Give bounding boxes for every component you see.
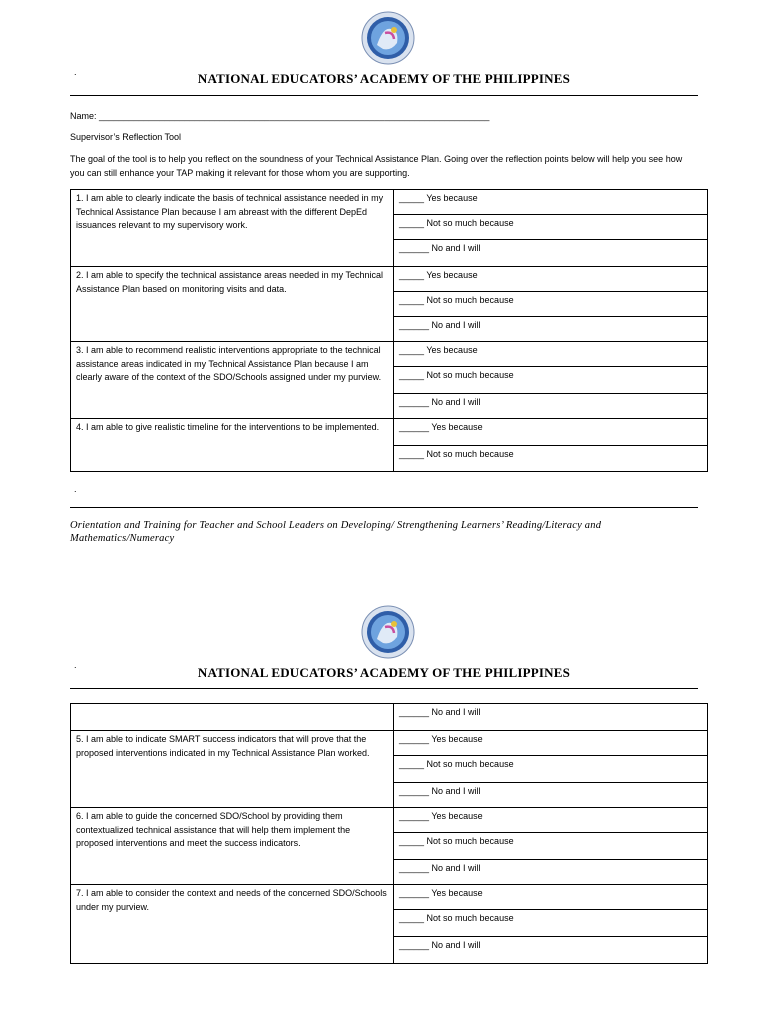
reflection-statement-continued [71, 704, 394, 731]
academy-title: NATIONAL EDUCATORS’ ACADEMY OF THE PHILIPPINES [197, 665, 571, 680]
table-row [71, 342, 708, 367]
footer-program-title: Orientation and Training for Teacher and School Leaders on Developing/ Strengthening Learners’ Reading/Literacy and Mathematics/Numeracy [70, 520, 602, 544]
option-no[interactable]: ______ No and I will [394, 394, 708, 419]
table-row [71, 267, 708, 292]
page-marker-dot: . [74, 484, 77, 494]
reflection-statement-2: 2. I am able to specify the technical assistance areas needed in my Technical Assistance Plan based on monitoring visits and data. [71, 267, 394, 342]
option-not-so-much[interactable]: _____ Not so much because [394, 292, 708, 317]
option-yes[interactable]: _____ Yes because [394, 190, 708, 215]
option-not-so-much[interactable]: _____ Not so much because [394, 756, 708, 783]
tool-title: Supervisor’s Reflection Tool [70, 132, 182, 142]
reflection-statement-6: 6. I am able to guide the concerned SDO/School by providing them contextualized technical assistance that will help them implement the proposed interventions and meet the success indicators. [71, 808, 394, 885]
reflection-statement-5: 5. I am able to indicate SMART success indicators that will prove that the proposed interventions indicated in my Technical Assistance Plan worked. [71, 731, 394, 808]
header-rule [70, 688, 698, 689]
name-field-label: Name: ______________________________________________________________________________ [70, 111, 490, 121]
reflection-statement-4: 4. I am able to give realistic timeline for the interventions to be implemented. [71, 419, 394, 472]
option-not-so-much[interactable]: _____ Not so much because [394, 367, 708, 394]
option-no[interactable]: ______ No and I will [394, 783, 708, 808]
option-no[interactable]: ______ No and I will [394, 240, 708, 267]
option-yes[interactable]: ______ Yes because [394, 731, 708, 756]
document-page-2 [0, 595, 768, 1024]
table-row [71, 885, 708, 910]
academy-seal-logo [361, 605, 415, 659]
option-yes[interactable]: _____ Yes because [394, 342, 708, 367]
footer-rule [70, 507, 698, 508]
reflection-table-1 [70, 189, 708, 472]
option-yes[interactable]: _____ Yes because [394, 267, 708, 292]
option-not-so-much[interactable]: _____ Not so much because [394, 215, 708, 240]
table-row [71, 808, 708, 833]
reflection-statement-3: 3. I am able to recommend realistic interventions appropriate to the technical assistance areas indicated in my Technical Assistance Plan because I am clearly aware of the context of the SDO/Schools assigned under my purview. [71, 342, 394, 419]
option-not-so-much[interactable]: _____ Not so much because [394, 910, 708, 937]
goal-paragraph: The goal of the tool is to help you reflect on the soundness of your Technical Assistance Plan. Going over the reflection points below will help you see how you can still enhance your TAP making it relevant for those whom you are supporting. [70, 154, 683, 178]
option-not-so-much[interactable]: _____ Not so much because [394, 833, 708, 860]
option-yes[interactable]: ______ Yes because [394, 808, 708, 833]
option-yes[interactable]: ______ Yes because [394, 885, 708, 910]
option-no[interactable]: ______ No and I will [394, 937, 708, 964]
table-row [71, 190, 708, 215]
option-not-so-much[interactable]: _____ Not so much because [394, 446, 708, 472]
page-marker-dot: . [74, 660, 77, 670]
table-row [71, 419, 708, 446]
reflection-statement-1: 1. I am able to clearly indicate the basis of technical assistance needed in my Technical Assistance Plan because I am abreast with the different DepEd issuances relevant to my supervisory work. [71, 190, 394, 267]
header-rule [70, 95, 698, 96]
reflection-table-2 [70, 703, 708, 964]
reflection-statement-7: 7. I am able to consider the context and needs of the concerned SDO/Schools under my purview. [71, 885, 394, 964]
academy-title: NATIONAL EDUCATORS’ ACADEMY OF THE PHILIPPINES [197, 71, 571, 86]
option-no[interactable]: ______ No and I will [394, 860, 708, 885]
option-no[interactable]: ______ No and I will [394, 704, 708, 731]
academy-seal-logo [361, 11, 415, 65]
option-yes[interactable]: ______ Yes because [394, 419, 708, 446]
table-row [71, 704, 708, 731]
table-row [71, 731, 708, 756]
option-no[interactable]: ______ No and I will [394, 317, 708, 342]
page-marker-dot: . [74, 67, 77, 77]
